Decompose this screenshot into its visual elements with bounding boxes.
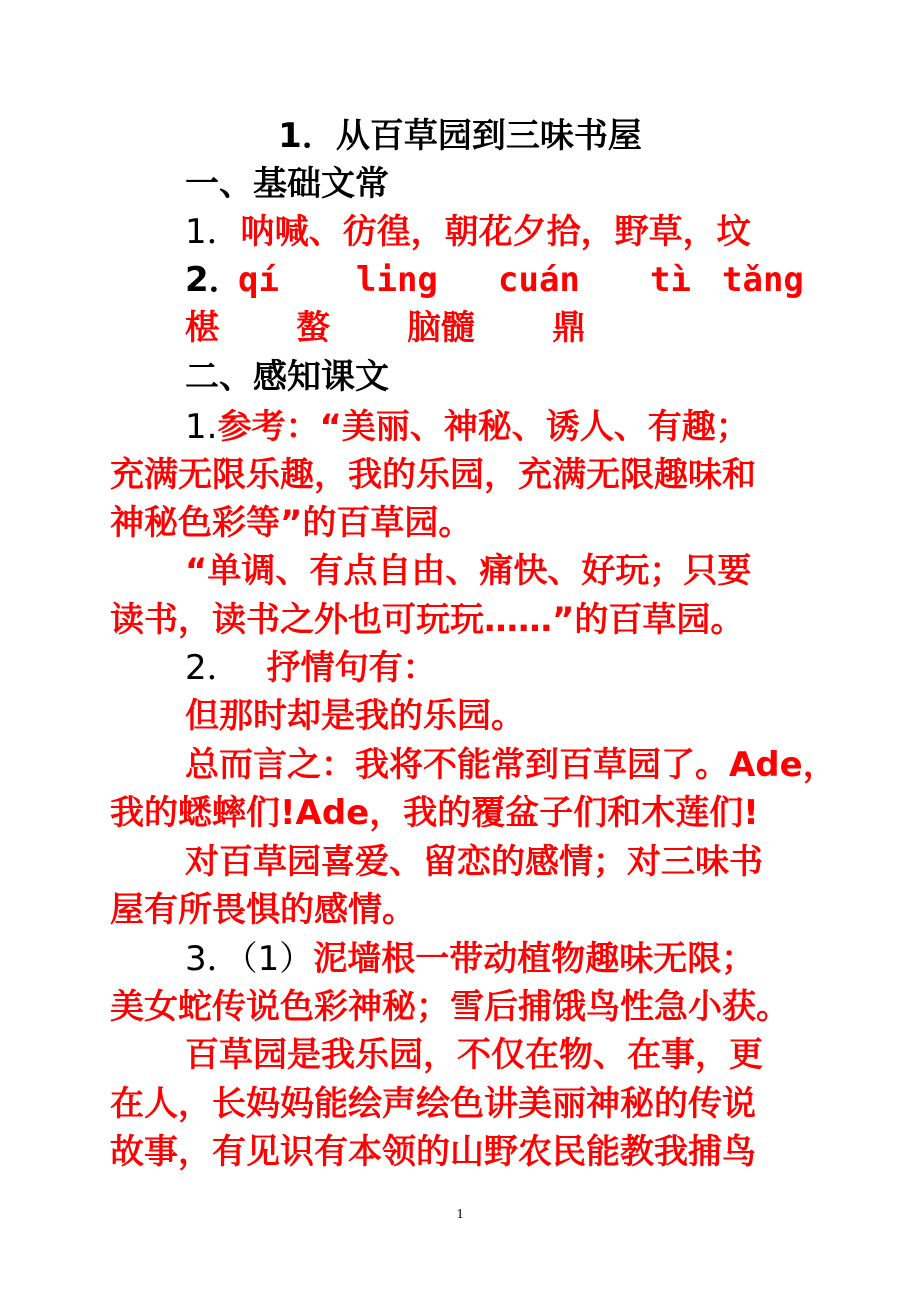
answer-text: 泥墙根一带动植物趣味无限； (313, 939, 756, 979)
question-3-line: 在人，长妈妈能绘声绘色讲美丽神秘的传说 (110, 1084, 756, 1124)
section-heading-basics: 一、基础文常 (185, 164, 389, 204)
item-number: 1. (185, 407, 218, 447)
question-2-line: 但那时却是我的乐园。 (185, 696, 525, 736)
question-3-line (185, 935, 755, 983)
item-number: 2． (185, 260, 243, 300)
question-1-line: “单调、有点自由、痛快、好玩；只要 (185, 551, 752, 591)
char-entry: 螯 (296, 308, 330, 348)
question-3-line: 故事，有见识有本领的山野农民能教我捕鸟 (110, 1132, 756, 1172)
page-number: 1 (456, 1207, 464, 1222)
answer-item-2-chars (0, 304, 920, 352)
answer-label: 抒情句有： (266, 648, 437, 688)
answer-text: 参考：“美丽、神秘、诱人、有趣； (217, 407, 750, 447)
question-3-line: 百草园是我乐园，不仅在物、在事，更 (185, 1035, 763, 1075)
answer-item-1 (185, 208, 751, 256)
item-number: 1． (185, 212, 241, 252)
question-2-line: 总而言之：我将不能常到百草园了。Ade， (185, 745, 837, 785)
answer-item-2-pinyin (0, 256, 920, 304)
item-number: 2． (185, 648, 241, 688)
char-entry: 鼎 (552, 308, 586, 348)
item-text: 呐喊、彷徨，朝花夕拾，野草，坟 (240, 212, 751, 252)
char-entry: 脑髓 (407, 308, 475, 348)
question-2-line: 我的蟋蟀们!Ade，我的覆盆子们和木莲们! (110, 793, 759, 833)
question-1-line: 神秘色彩等”的百草园。 (110, 503, 473, 543)
pinyin-entry: cuán (498, 260, 580, 300)
question-1-line: 充满无限乐趣，我的乐园，充满无限趣味和 (110, 455, 756, 495)
question-1-line: 读书，读书之外也可玩玩……”的百草园。 (110, 600, 745, 640)
question-1-line (185, 403, 750, 451)
page-title: 1．从百草园到三味书屋 (278, 116, 642, 156)
pinyin-entry: tì (650, 260, 691, 300)
pinyin-entry: qí (238, 260, 279, 300)
question-2-line: 屋有所畏惧的感情。 (110, 890, 416, 930)
item-number: 3．（1） (185, 939, 314, 979)
char-entry: 椹 (185, 308, 219, 348)
section-heading-comprehension: 二、感知课文 (185, 357, 389, 397)
question-3-line: 美女蛇传说色彩神秘；雪后捕饿鸟性急小获。 (110, 987, 790, 1027)
pinyin-entry: tǎng (722, 260, 804, 300)
question-2-line: 对百草园喜爱、留恋的感情；对三味书 (185, 842, 763, 882)
question-2-line (185, 644, 437, 692)
pinyin-entry: ling (356, 260, 438, 300)
